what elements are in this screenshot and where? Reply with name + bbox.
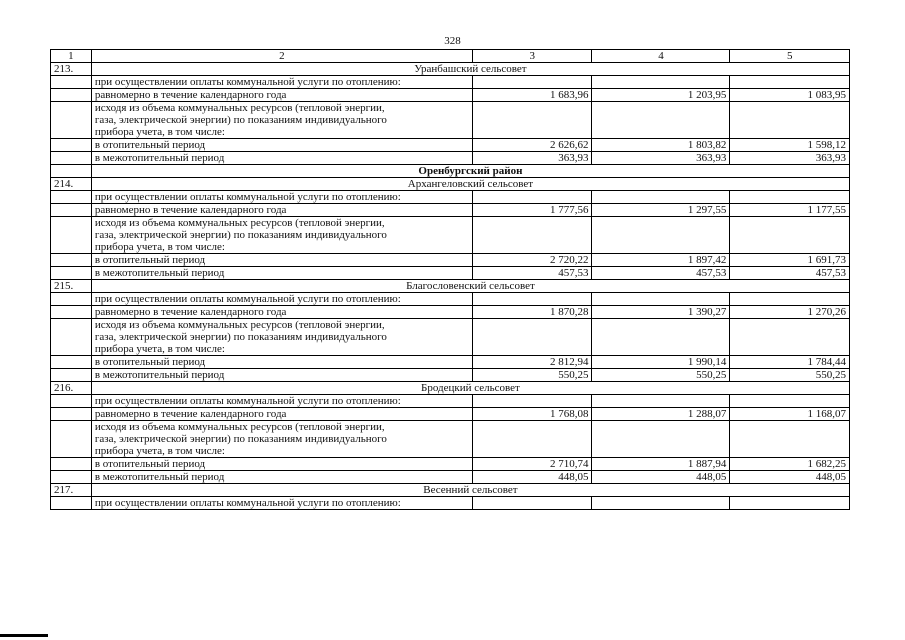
empty-cell [51,152,92,165]
page-number: 328 [444,35,461,47]
description-line: исходя из объема коммунальных ресурсов (тепловой энергии, [94,421,385,433]
empty-value-cell [472,497,592,510]
meter-description-row [51,421,850,458]
empty-value-cell [472,102,592,139]
empty-value-cell [730,395,850,408]
empty-cell [51,356,92,369]
description-line: газа, электрической энергии) по показаниям индивидуального [94,331,387,343]
value-col-3: 2 812,94 [472,356,592,369]
empty-cell [51,369,92,382]
value-col-5: 457,53 [730,267,850,280]
empty-value-cell [730,497,850,510]
scan-edge-mark [0,634,48,637]
empty-cell [51,458,92,471]
empty-cell [51,306,92,319]
settlement-row [51,178,850,191]
row-number: 215. [51,280,92,293]
empty-value-cell [592,497,730,510]
tariff-row [51,204,850,217]
settlement-name: Архангеловский сельсовет [91,178,849,191]
empty-cell [51,217,92,254]
description-line: газа, электрической энергии) по показаниям индивидуального [94,433,387,445]
column-header-4: 4 [592,50,730,63]
empty-cell [51,267,92,280]
empty-cell [51,139,92,152]
value-col-3: 2 710,74 [472,458,592,471]
empty-value-cell [472,395,592,408]
row-description: равномерно в течение календарного года [91,408,472,421]
empty-value-cell [730,293,850,306]
value-col-4: 1 990,14 [592,356,730,369]
settlement-row [51,484,850,497]
value-col-3: 2 626,62 [472,139,592,152]
description-line: прибора учета, в том числе: [94,126,225,138]
description-row [51,191,850,204]
description-line: газа, электрической энергии) по показаниям индивидуального [94,229,387,241]
settlement-name: Благословенский сельсовет [91,280,849,293]
empty-value-cell [472,421,592,458]
settlement-name: Весенний сельсовет [91,484,849,497]
empty-value-cell [472,319,592,356]
row-description [91,217,472,254]
description-line: прибора учета, в том числе: [94,343,225,355]
tariff-row [51,471,850,484]
description-line: прибора учета, в том числе: [94,445,225,457]
row-number: 216. [51,382,92,395]
value-col-5: 1 270,26 [730,306,850,319]
tariff-row [51,89,850,102]
value-col-3: 1 870,28 [472,306,592,319]
description-line: исходя из объема коммунальных ресурсов (тепловой энергии, [94,102,385,114]
empty-value-cell [592,421,730,458]
empty-cell [51,165,92,178]
value-col-3: 448,05 [472,471,592,484]
row-description: в межотопительный период [91,471,472,484]
tariff-table-body [51,50,850,510]
empty-value-cell [592,217,730,254]
row-description: в межотопительный период [91,152,472,165]
empty-cell [51,293,92,306]
row-description: при осуществлении оплаты коммунальной услуги по отоплению: [91,76,472,89]
empty-cell [51,421,92,458]
meter-description-row [51,217,850,254]
description-row [51,293,850,306]
tariff-row [51,254,850,267]
value-col-4: 1 803,82 [592,139,730,152]
row-description [91,421,472,458]
settlement-name: Бродецкий сельсовет [91,382,849,395]
column-header-3: 3 [472,50,592,63]
empty-value-cell [472,217,592,254]
empty-value-cell [592,319,730,356]
empty-value-cell [730,319,850,356]
column-header-5: 5 [730,50,850,63]
value-col-5: 1 682,25 [730,458,850,471]
row-description: при осуществлении оплаты коммунальной услуги по отоплению: [91,395,472,408]
empty-cell [51,102,92,139]
value-col-4: 1 297,55 [592,204,730,217]
empty-cell [51,89,92,102]
tariff-row [51,152,850,165]
empty-cell [51,76,92,89]
description-row [51,76,850,89]
value-col-4: 457,53 [592,267,730,280]
settlement-row [51,280,850,293]
value-col-4: 363,93 [592,152,730,165]
row-description: в отопительный период [91,139,472,152]
column-header-row [51,50,850,63]
value-col-5: 363,93 [730,152,850,165]
description-line: исходя из объема коммунальных ресурсов (тепловой энергии, [94,319,385,331]
empty-value-cell [730,76,850,89]
empty-cell [51,191,92,204]
value-col-4: 1 897,42 [592,254,730,267]
row-description: в отопительный период [91,458,472,471]
row-description: в межотопительный период [91,369,472,382]
empty-cell [51,497,92,510]
tariff-row [51,139,850,152]
value-col-4: 550,25 [592,369,730,382]
meter-description-row [51,319,850,356]
row-description: в отопительный период [91,254,472,267]
value-col-5: 1 598,12 [730,139,850,152]
row-description: при осуществлении оплаты коммунальной услуги по отоплению: [91,293,472,306]
empty-value-cell [730,421,850,458]
value-col-5: 1 691,73 [730,254,850,267]
value-col-4: 448,05 [592,471,730,484]
description-line: исходя из объема коммунальных ресурсов (тепловой энергии, [94,217,385,229]
empty-value-cell [592,102,730,139]
row-description: в межотопительный период [91,267,472,280]
value-col-4: 1 203,95 [592,89,730,102]
settlement-name: Уранбашский сельсовет [91,63,849,76]
row-description: при осуществлении оплаты коммунальной услуги по отоплению: [91,191,472,204]
empty-value-cell [472,293,592,306]
tariff-row [51,267,850,280]
row-description [91,102,472,139]
value-col-5: 448,05 [730,471,850,484]
empty-cell [51,395,92,408]
tariff-row [51,356,850,369]
value-col-4: 1 288,07 [592,408,730,421]
row-description: в отопительный период [91,356,472,369]
empty-value-cell [472,76,592,89]
value-col-3: 2 720,22 [472,254,592,267]
empty-value-cell [730,217,850,254]
empty-cell [51,319,92,356]
empty-value-cell [592,191,730,204]
value-col-3: 1 777,56 [472,204,592,217]
empty-cell [51,254,92,267]
row-number: 217. [51,484,92,497]
meter-description-row [51,102,850,139]
value-col-5: 1 177,55 [730,204,850,217]
row-description: равномерно в течение календарного года [91,89,472,102]
description-row [51,395,850,408]
row-description [91,319,472,356]
value-col-3: 363,93 [472,152,592,165]
settlement-row [51,63,850,76]
value-col-5: 1 083,95 [730,89,850,102]
value-col-4: 1 390,27 [592,306,730,319]
value-col-5: 1 784,44 [730,356,850,369]
value-col-3: 550,25 [472,369,592,382]
column-header-2: 2 [91,50,472,63]
empty-value-cell [592,293,730,306]
row-number: 214. [51,178,92,191]
tariff-row [51,369,850,382]
empty-value-cell [730,102,850,139]
empty-cell [51,408,92,421]
value-col-5: 1 168,07 [730,408,850,421]
value-col-3: 1 768,08 [472,408,592,421]
settlement-row [51,382,850,395]
row-description: равномерно в течение календарного года [91,306,472,319]
description-line: газа, электрической энергии) по показаниям индивидуального [94,114,387,126]
tariff-row [51,458,850,471]
empty-value-cell [592,395,730,408]
value-col-3: 457,53 [472,267,592,280]
description-line: прибора учета, в том числе: [94,241,225,253]
empty-value-cell [730,191,850,204]
description-row [51,497,850,510]
row-number: 213. [51,63,92,76]
district-row [51,165,850,178]
empty-value-cell [592,76,730,89]
district-name: Оренбургский район [91,165,849,178]
value-col-3: 1 683,96 [472,89,592,102]
tariff-row [51,408,850,421]
tariff-row [51,306,850,319]
value-col-4: 1 887,94 [592,458,730,471]
empty-value-cell [472,191,592,204]
value-col-5: 550,25 [730,369,850,382]
column-header-1: 1 [51,50,92,63]
row-description: равномерно в течение календарного года [91,204,472,217]
row-description: при осуществлении оплаты коммунальной услуги по отоплению: [91,497,472,510]
tariff-table [50,49,850,510]
empty-cell [51,204,92,217]
empty-cell [51,471,92,484]
